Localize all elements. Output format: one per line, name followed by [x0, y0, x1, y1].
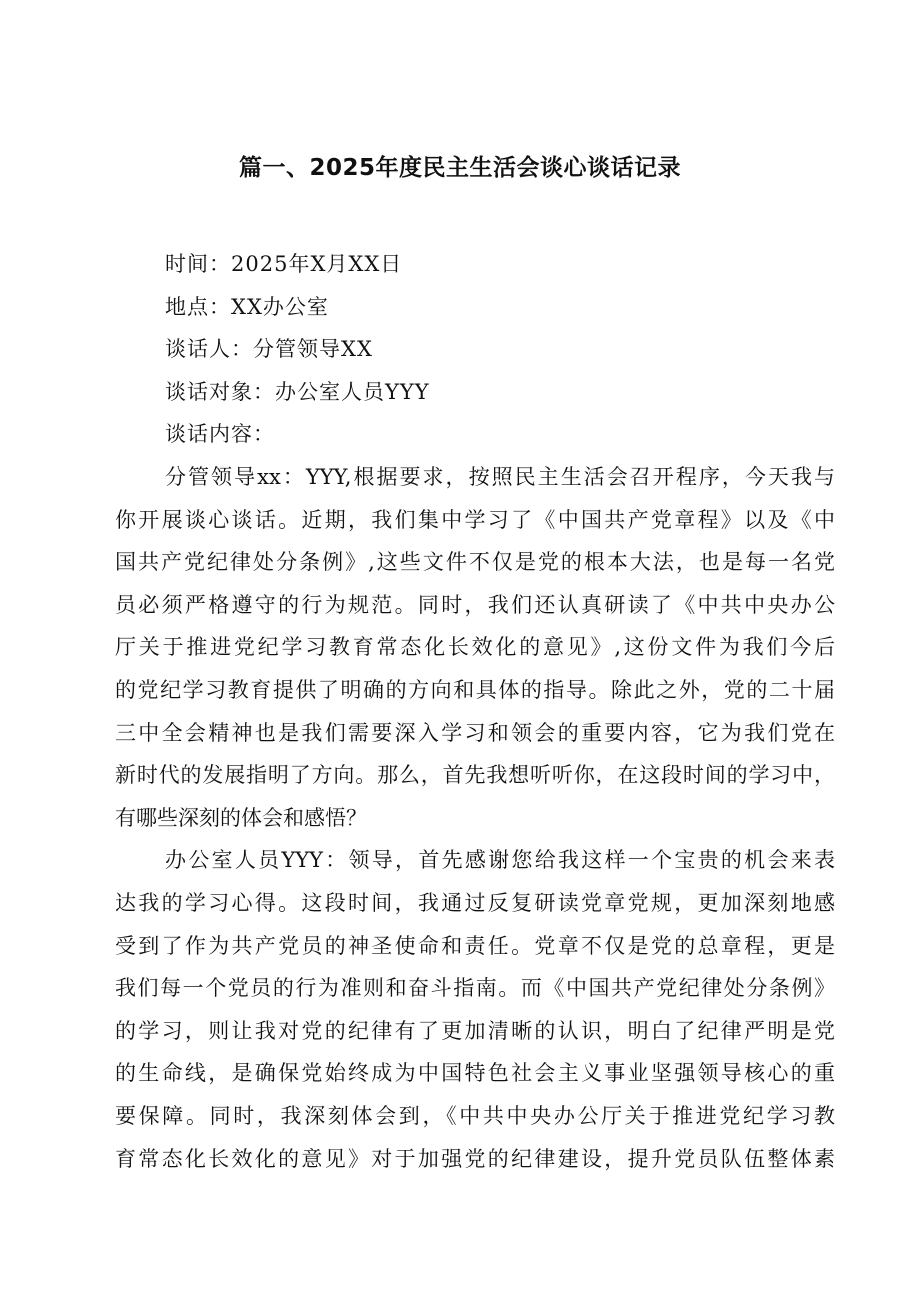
- paragraph-line: 你开展谈心谈话。近期，我们集中学习了《中国共产党章程》以及《中: [115, 507, 835, 532]
- meeting-interviewee: 谈话对象：办公室人员YYY: [165, 379, 430, 404]
- paragraph-line: 员必须严格遵守的行为规范。同时，我们还认真研读了《中共中央办公: [115, 592, 835, 617]
- paragraph-line: 受到了作为共产党员的神圣使命和责任。党章不仅是党的总章程，更是: [115, 933, 835, 958]
- document-body: [115, 456, 835, 1180]
- paragraph-staff: [115, 839, 835, 1180]
- meeting-location: 地点：XX办公室: [165, 294, 329, 319]
- paragraph-line: 国共产党纪律处分条例》,这些文件不仅是党的根本大法，也是每一名党: [115, 550, 835, 575]
- meeting-time: 时间：2025年X月XX日: [165, 252, 403, 276]
- paragraph-line: 要保障。同时，我深刻体会到，《中共中央办公厅关于推进党纪学习教: [115, 1103, 835, 1128]
- paragraph-line: 我们每一个党员的行为准则和奋斗指南。而《中国共产党纪律处分条例》: [115, 976, 835, 1001]
- meeting-content-label: 谈话内容：: [165, 422, 275, 447]
- paragraph-line: 厅关于推进党纪学习教育常态化长效化的意见》,这份文件为我们今后: [115, 635, 835, 660]
- paragraph-line: 的党纪学习教育提供了明确的方向和具体的指导。除此之外，党的二十届: [115, 677, 835, 702]
- paragraph-line: 的学习，则让我对党的纪律有了更加清晰的认识，明白了纪律严明是党: [115, 1018, 835, 1043]
- paragraph-line: 办公室人员YYY：领导，首先感谢您给我这样一个宝贵的机会来表: [165, 848, 835, 873]
- meeting-speaker: 谈话人：分管领导XX: [165, 337, 373, 362]
- document-title: 篇一、2025年度民主生活会谈心谈话记录: [238, 155, 681, 181]
- paragraph-line: 达我的学习心得。这段时间，我通过反复研读党章党规，更加深刻地感: [115, 890, 835, 915]
- paragraph-line: 分管领导xx：YYY,根据要求，按照民主生活会召开程序，今天我与: [165, 465, 835, 489]
- paragraph-line: 有哪些深刻的体会和感悟？: [115, 805, 367, 830]
- paragraph-leader: [115, 456, 835, 839]
- paragraph-line: 的生命线，是确保党始终成为中国特色社会主义事业坚强领导核心的重: [115, 1061, 835, 1086]
- paragraph-line: 育常态化长效化的意见》对于加强党的纪律建设，提升党员队伍整体素: [115, 1146, 835, 1171]
- paragraph-line: 新时代的发展指明了方向。那么，首先我想听听你，在这段时间的学习中，: [115, 763, 835, 788]
- meeting-info: [165, 243, 430, 456]
- paragraph-line: 三中全会精神也是我们需要深入学习和领会的重要内容，它为我们党在: [115, 720, 835, 745]
